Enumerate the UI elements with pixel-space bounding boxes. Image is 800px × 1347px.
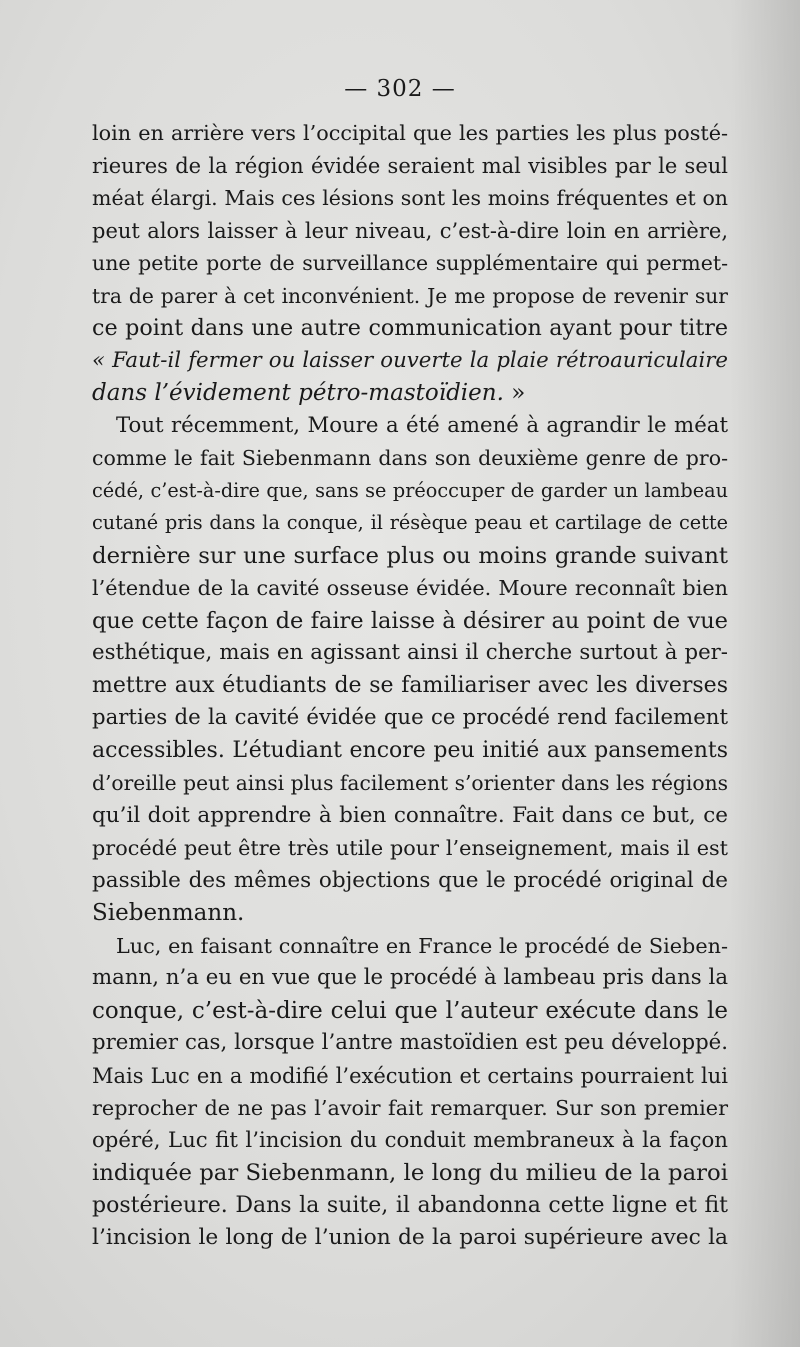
body-text <box>92 117 728 1255</box>
text-line: tra de parer à cet inconvénient. Je me propose de revenir sur <box>92 283 728 308</box>
text-line: premier cas, lorsque l’antre mastoïdien est peu développé. <box>92 1030 728 1055</box>
closing-quote: » <box>511 380 526 406</box>
paragraph <box>92 930 728 1255</box>
text-line: parties de la cavité évidée que ce procédé rend facilement <box>92 705 728 730</box>
text-line: postérieure. Dans la suite, il abandonna cette ligne et fit <box>92 1192 728 1218</box>
text-line: Luc, en faisant connaître en France le procédé de Sieben- <box>116 933 728 958</box>
text-line: accessibles. L’étudiant encore peu initié aux pansements <box>92 737 728 763</box>
text-line: mettre aux étudiants de se familiariser avec les diverses <box>92 672 728 698</box>
text-line: une petite porte de surveillance supplémentaire qui permet- <box>92 251 728 275</box>
page-number: — 302 — <box>344 76 456 102</box>
text-line: reprocher de ne pas l’avoir fait remarquer. Sur son premier <box>92 1096 728 1120</box>
text-line: procédé peut être très utile pour l’enseignement, mais il est <box>92 836 728 860</box>
text-line: cédé, c’est-à-dire que, sans se préoccuper de garder un lambeau <box>92 478 728 502</box>
text-line: l’incision le long de l’union de la paroi supérieure avec la <box>92 1225 728 1250</box>
paragraph <box>92 117 728 410</box>
text-line: mann, n’a eu en vue que le procédé à lambeau pris dans la <box>92 965 728 990</box>
text-line: dernière sur une surface plus ou moins grande suivant <box>92 542 728 569</box>
text-line: qu’il doit apprendre à bien connaître. Fait dans ce but, ce <box>92 802 728 828</box>
text-line: opéré, Luc fit l’incision du conduit membraneux à la façon <box>92 1127 728 1153</box>
italic-title-end: dans l’évidement pétro-mastoïdien. <box>92 380 504 406</box>
text-line: ce point dans une autre communication ayant pour titre <box>92 315 728 341</box>
text-line: méat élargi. Mais ces lésions sont les moins fréquentes et on <box>92 186 728 210</box>
text-line: cutané pris dans la conque, il résèque peau et cartilage de cette <box>92 511 728 534</box>
text-line-italic: « Faut-il fermer ou laisser ouverte la plaie rétroauriculaire <box>92 347 728 373</box>
text-line: Mais Luc en a modifié l’exécution et certains pourraient lui <box>92 1063 728 1088</box>
text-line: conque, c’est-à-dire celui que l’auteur exécute dans le <box>92 997 728 1024</box>
text-line: loin en arrière vers l’occipital que les parties les plus posté- <box>92 121 728 145</box>
text-line: peut alors laisser à leur niveau, c’est-à-dire loin en arrière, <box>92 218 728 243</box>
text-line: esthétique, mais en agissant ainsi il cherche surtout à per- <box>92 640 728 665</box>
text-line: que cette façon de faire laisse à désirer au point de vue <box>92 607 728 634</box>
text-line: Tout récemment, Moure a été amené à agrandir le méat <box>116 412 728 438</box>
text-line: comme le fait Siebenmann dans son deuxième genre de pro- <box>92 446 728 470</box>
text-line <box>92 377 728 410</box>
text-line: indiquée par Siebenmann, le long du milieu de la paroi <box>92 1160 728 1186</box>
text-line: Siebenmann. <box>92 900 245 926</box>
text-line: passible des mêmes objections que le procédé original de <box>92 867 728 893</box>
text-line: l’étendue de la cavité osseuse évidée. Moure reconnaît bien <box>92 576 728 600</box>
text-line: rieures de la région évidée seraient mal visibles par le seul <box>92 153 728 178</box>
paragraph <box>92 410 728 930</box>
text-line: d’oreille peut ainsi plus facilement s’orienter dans les régions <box>92 771 728 795</box>
